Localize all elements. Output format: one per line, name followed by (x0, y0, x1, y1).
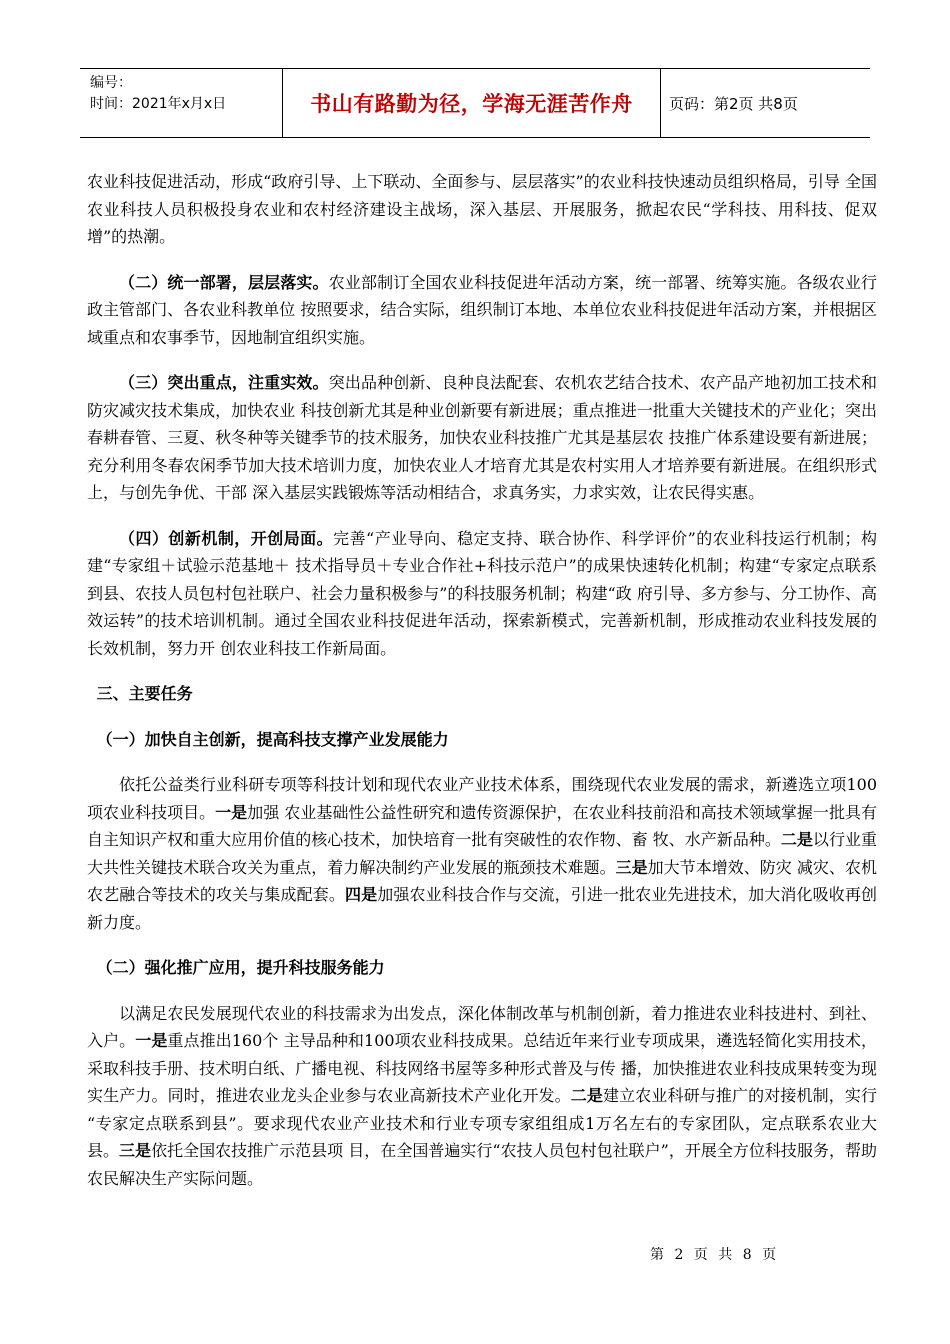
header-motto-cell (283, 69, 661, 137)
paragraph-key-points (87, 369, 877, 507)
document-code-label: 编号： (90, 75, 132, 91)
paragraph-innovation-mechanism (87, 525, 877, 663)
paragraph-lead-bold: （三）突出重点，注重实效。 (119, 373, 329, 392)
paragraph-continuation: 农业科技促进活动，形成“政府引导、上下联动、全面参与、层层落实”的农业科技快速动员组织格局，引导 全国农业科技人员积极投身农业和农村经济建设主战场，深入基层、开展服务，掀起农民“学科技、用科技、促双增”的热潮。 (87, 172, 877, 246)
header-meta (80, 69, 283, 137)
paragraph-unified-deployment (87, 269, 877, 352)
page-footer-number: 第 2 页 共 8 页 (650, 1247, 780, 1263)
paragraph-promotion-tasks: 以满足农民发展现代农业的科技需求为出发点，深化体制改革与机制创新，着力推进农业科技进村、到社、入户。一是重点推出160个 主导品种和100项农业科技成果。总结近年来行业专项成果，遴选轻简化实用技术，采取科技手册、技术明白纸、广播电视、科技网络书屋等多种形式普及与传 播，加快推进农业科技成果转变为现实生产力。同时，推进农业龙头企业参与农业高新技术产业化开发。二是建立农业科研与推广的对接机制，实行 “专家定点联系到县”。要求现代农业产业技术和行业专项专家组组成1万名左右的专家团队，定点联系农业大县。三是依托全国农技推广示范县项 目，在全国普遍实行“农技人员包村包社联户”，开展全方位科技服务，帮助农民解决生产实际问题。 (87, 1003, 877, 1188)
header-motto: 书山有路勤为径，学海无涯苦作舟 (310, 92, 633, 116)
document-date-label: 时间：2021年x月x日 (90, 96, 227, 112)
paragraph-innovation-tasks: 依托公益类行业科研专项等科技计划和现代农业产业技术体系，围绕现代农业发展的需求，新遴选立项100项农业科技项目。一是加强 农业基础性公益性研究和遗传资源保护，在农业科技前沿和高技术领域掌握一批具有自主知识产权和重大应用价值的核心技术，加快培育一批有突破性的农作物、畜 牧、水产新品种。二是以行业重大共性关键技术联合攻关为重点，着力解决制约产业发展的瓶颈技术难题。三是加大节本增效、防灾 减灾、农机农艺融合等技术的攻关与集成配套。四是加强农业科技合作与交流，引进一批农业先进技术，加大消化吸收再创新力度。 (87, 775, 877, 932)
paragraph-text: 突出品种创新、良种良法配套、农机农艺结合技术、农产品产地初加工技术和防灾减灾技术集成，加快农业 科技创新尤其是种业创新要有新进展；重点推进一批重大关键技术的产业化；突出春耕春管、三夏、秋冬种等关键季节的技术服务，加快农业科技推广尤其是基层农 技推广体系建设要有新进展；充分利用冬春农闲季节加大技术培训力度，加快农业人才培育尤其是农村实用人才培养要有新进展。在组织形式上，与创先争优、干部 深入基层实践锻炼等活动相结合，求真务实，力求实效，让农民得实惠。 (87, 373, 877, 502)
document-body (87, 168, 877, 1192)
subsection-heading-innovation: （一）加快自主创新，提高科技支撑产业发展能力 (96, 729, 449, 749)
paragraph-text: 完善“产业导向、稳定支持、联合协作、科学评价”的农业科技运行机制；构建“专家组＋试验示范基地＋ 技术指导员＋专业合作社+科技示范户”的成果快速转化机制；构建“专家定点联系到县、农技人员包村包社联户、社会力量积极参与”的科技服务机制；构建“政 府引导、多方参与、分工协作、高效运转”的技术培训机制。通过全国农业科技促进年活动，探索新模式，完善新机制，形成推动农业科技发展的长效机制，努力开 创农业科技工作新局面。 (87, 528, 877, 658)
header-page-number: 页码：第2页 共8页 (669, 94, 798, 113)
paragraph-lead-bold: （四）创新机制，开创局面。 (119, 528, 334, 548)
paragraph-lead-bold: （二）统一部署，层层落实。 (119, 272, 329, 292)
subsection-heading-promotion: （二）强化推广应用，提升科技服务能力 (96, 958, 385, 977)
page-header-table (80, 68, 870, 138)
section-heading-main-tasks: 三、主要任务 (96, 684, 193, 703)
paragraph-text: 农业部制订全国农业科技促进年活动方案，统一部署、统筹实施。各级农业行政主管部门、各农业科教单位 按照要求，结合实际，组织制订本地、本单位农业科技促进年活动方案，并根据区域重点和农事季节，因地制宜组织实施。 (87, 272, 877, 347)
